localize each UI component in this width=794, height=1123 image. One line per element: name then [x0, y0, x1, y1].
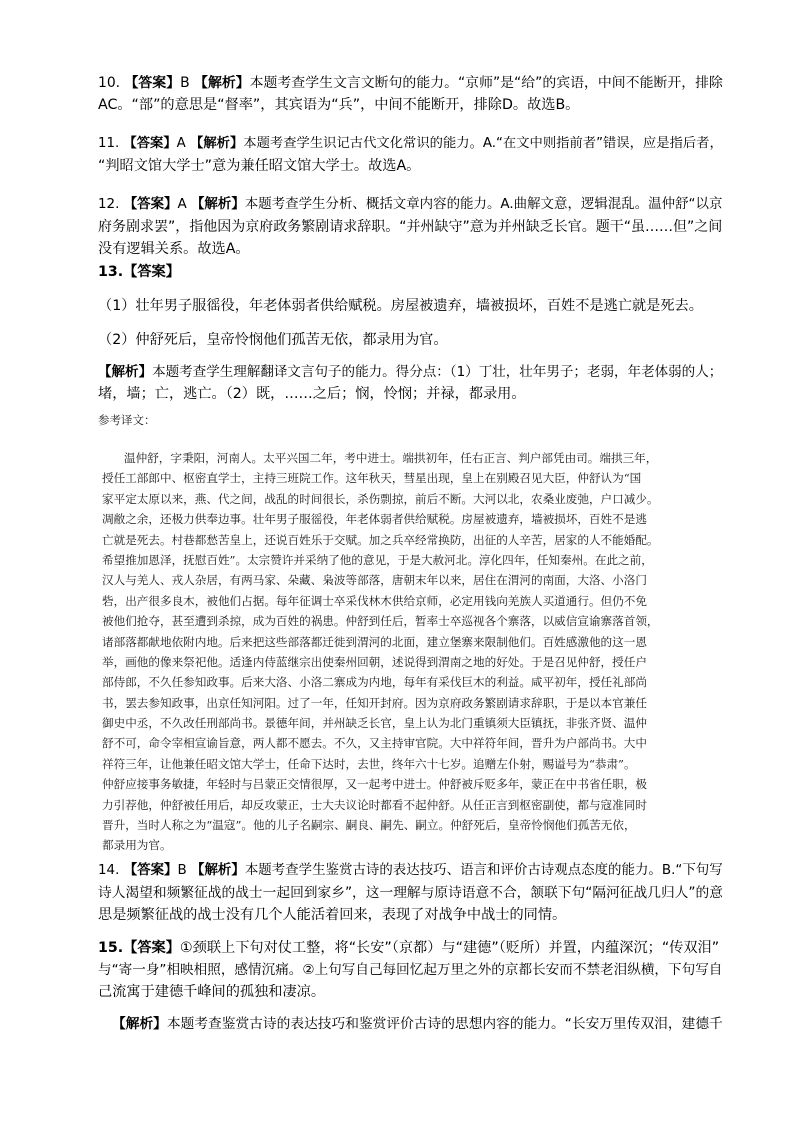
translation-line: 举，画他的像来祭祀他。适逢内侍蓝继宗出使秦州回朝，述说得到渭南之地的好处。于是召见仲舒，授任户	[102, 654, 647, 669]
translation-line: 部侍郎，不久任参知政事。后来大洛、小洛二寨成为内地，每年有采伐巨木的利益。咸平初年，授任礼部尚	[102, 675, 647, 690]
q15-text-1: ①颈联上下句对仗工整，将“长安”（京都）与“建德”（贬所）并置，内蕴深沉；“传双泪”	[179, 940, 720, 956]
q14-answer: B	[177, 863, 187, 878]
q11-analysis-tag: 【解析】	[190, 136, 244, 151]
q10-answer: B	[180, 75, 190, 91]
q13-line-1	[98, 261, 726, 283]
q12-text-1: 本题考查学生分析、概括文章内容的能力。A.曲解文意，逻辑混乱。温仲舒“以京	[244, 197, 723, 212]
q11-block	[98, 133, 726, 177]
translation-line: 被他们抢夺，甚至遭到杀掠，成为百姓的祸患。仲舒到任后，暂率士卒巡视各个寨落，以威信宣谕寨落首领，	[102, 614, 659, 629]
translation-line: 亡就是死去。村巷都愁苦皇上，还说百姓乐于交赋。加之兵卒经常换防，出征的人辛苦，居家的人不能婚配。	[102, 532, 659, 547]
translation-line: 力引荐他，仲舒被任用后，却反攻蒙正，士大夫议论时都看不起仲舒。从任正言到枢密副使，都与寇准同时	[102, 797, 647, 812]
translation-line: 砦，出产很多良木，被他们占据。每年征调士卒采伐林木供给京师，必定用钱向羌族人买道通行。但仍不免	[102, 593, 647, 608]
q15-analysis-line	[112, 1013, 726, 1035]
q12-number: 12.	[98, 197, 120, 212]
q15-block	[98, 937, 726, 1003]
q12-text-2: 府务剧求罢”，指他因为京府政务繁剧请求辞职。“并州缺守”意为并州缺乏长官。题干“虽……但”之间	[98, 219, 723, 235]
translation-line: 晋升，当时人称之为“温寇”。他的儿子名嗣宗、嗣良、嗣先、嗣立。仲舒死后，皇帝怜悯他们孤苦无依，	[102, 818, 636, 833]
q15-line-1	[98, 937, 726, 959]
q10-answer-tag: 【答案】	[124, 75, 181, 91]
q10-analysis-tag: 【解析】	[194, 75, 250, 91]
q13-answer-1: （1）壮年男子服徭役，年老体弱者供给赋税。房屋被遗弃，墙被损坏，百姓不是逃亡就是死去。	[98, 298, 703, 314]
q11-answer: A	[176, 136, 186, 151]
translation-line: 仲舒应接事务敏捷，年轻时与吕蒙正交情很厚，又一起考中进士。仲舒被斥贬多年，蒙正在中书省任职，极	[102, 777, 647, 792]
translation-line: 都录用为官。	[102, 838, 172, 853]
q12-answer: A	[177, 197, 187, 212]
translation-block	[102, 448, 722, 856]
q13-analysis-line-1	[98, 361, 726, 383]
q14-text-2: 诗人渴望和频繁征战的战士一起回到家乡”，这一理解与原诗语意不合，颔联下句“隔河征战几归人”的意	[98, 885, 723, 901]
q13-analysis	[98, 361, 726, 405]
q10-number: 10.	[98, 75, 121, 91]
q15-text-2: 与“寄一身”相映相照，感情沉痛。②上句写自己每回忆起万里之外的京都长安而不禁老泪纵横，下句写自	[98, 962, 723, 978]
q12-block	[98, 194, 726, 260]
q11-text-1: 本题考查学生识记古代文化常识的能力。A.“在文中则指前者”错误，应是指后者，	[243, 136, 723, 151]
q11-answer-tag: 【答案】	[123, 136, 177, 151]
translation-line: 御史中丞，不久改任刑部尚书。景德年间，并州缺乏长官，皇上认为北门重镇须大臣镇抚，非张齐贤、温仲	[102, 716, 647, 731]
q15-answer-tag: 【答案】	[123, 940, 180, 956]
q12-analysis-tag: 【解析】	[190, 197, 245, 212]
translation-line: 舒不可，命令宰相宣谕旨意，两人都不愿去。不久，又主持审官院。大中祥符年间，晋升为户部尚书。大中	[102, 736, 647, 751]
q15-analysis-tag: 【解析】	[112, 1016, 167, 1032]
q10-text-1: 本题考查学生文言文断句的能力。“京师”是“给”的宾语，中间不能断开，排除	[249, 75, 723, 91]
q12-answer-tag: 【答案】	[123, 197, 178, 212]
reference-title: 参考译文：	[98, 413, 156, 427]
translation-line: 温仲舒，字秉阳，河南人。太平兴国二年，考中进士。端拱初年，任右正言、判户部凭由司。端拱三年，	[124, 451, 658, 465]
q13-analysis-tag: 【解析】	[98, 364, 153, 380]
q12-text-3: 没有逻辑关系。故选A。	[98, 241, 250, 257]
q13-text-1: 本题考查学生理解翻译文言句子的能力。得分点：（1）丁壮，壮年男子；老弱，年老体弱的人；	[152, 364, 723, 380]
q10-block	[98, 72, 726, 116]
q10-line-1	[98, 72, 726, 94]
translation-line: 家平定太原以来，燕、代之间，战乱的时间很长，杀伤剽掠，前后不断。大河以北，农桑业废弛，户口减少。	[102, 491, 659, 506]
translation-line: 汉人与羌人、戎人杂居，有两马家、朵藏、枭波等部落，唐朝末年以来，居住在渭河的南面，大洛、小洛门	[102, 573, 647, 588]
q15-text-3: 己流寓于建德千峰间的孤独和凄凉。	[98, 984, 326, 1000]
q13-answer-2: （2）仲舒死后，皇帝怜悯他们孤苦无依，都录用为官。	[98, 332, 448, 348]
translation-line: 凋敝之余，还极力供奉边事。壮年男子服徭役，年老体弱者供给赋税。房屋被遗弃，墙被损坏，百姓不是逃	[102, 512, 647, 527]
q10-text-2: AC。“部”的意思是“督率”，其宾语为“兵”，中间不能断开，排除D。故选B。	[98, 97, 580, 113]
translation-line: 授任工部郎中、枢密直学士，主持三班院工作。这年秋天，彗星出现，皇上在别殿召见大臣，仲舒认为“国	[102, 471, 642, 486]
q13-block	[98, 261, 726, 283]
translation-line: 书，罢去参知政事，出京任知河阳。过了一年，任知开封府。因为京府政务繁剧请求辞职，于是以本官兼任	[102, 695, 647, 710]
q13-number: 13.	[98, 264, 124, 280]
q14-analysis-tag: 【解析】	[191, 863, 245, 878]
q12-line-1	[98, 194, 726, 216]
q14-block	[98, 860, 726, 926]
q11-line-1	[98, 133, 726, 155]
q13-answer-tag: 【答案】	[123, 264, 180, 280]
q15-analysis	[112, 1013, 726, 1035]
translation-line: 祥符三年，让他兼任昭文馆大学士，任命下达时，去世，终年六十七岁。追赠左仆射，赐谥号为“恭肃”。	[102, 756, 636, 771]
translation-line: 希望推加恩泽，抚慰百姓”。太宗赞许并采纳了他的意见，于是大赦河北。淳化四年，任知秦州。在此之前，	[102, 552, 653, 567]
q14-answer-tag: 【答案】	[123, 863, 178, 878]
q11-text-2: “判昭文馆大学士”意为兼任昭文馆大学士。故选A。	[98, 158, 421, 174]
q14-line-1	[98, 860, 726, 882]
q15-number: 15.	[98, 940, 124, 956]
q14-text-3: 思是频繁征战的战士没有几个人能活着回来，表现了对战争中战士的同情。	[98, 907, 567, 923]
q13-text-2: 堵，墙；亡，逃亡。（2）既，……之后；悯，怜悯；并禄，都录用。	[98, 386, 526, 402]
q14-text-1: 本题考查学生鉴赏古诗的表达技巧、语言和评价古诗观点态度的能力。B.“下句写	[244, 863, 723, 878]
q11-number: 11.	[98, 136, 120, 151]
q15-analysis-text: 本题考查鉴赏古诗的表达技巧和鉴赏评价古诗的思想内容的能力。“长安万里传双泪，建德千	[166, 1016, 723, 1032]
translation-line: 诸部落都献地依附内地。后来把这些部落都迁徙到渭河的北面，建立堡寨来限制他们。百姓感激他的这一恩	[102, 634, 647, 649]
q14-number: 14.	[98, 863, 120, 878]
